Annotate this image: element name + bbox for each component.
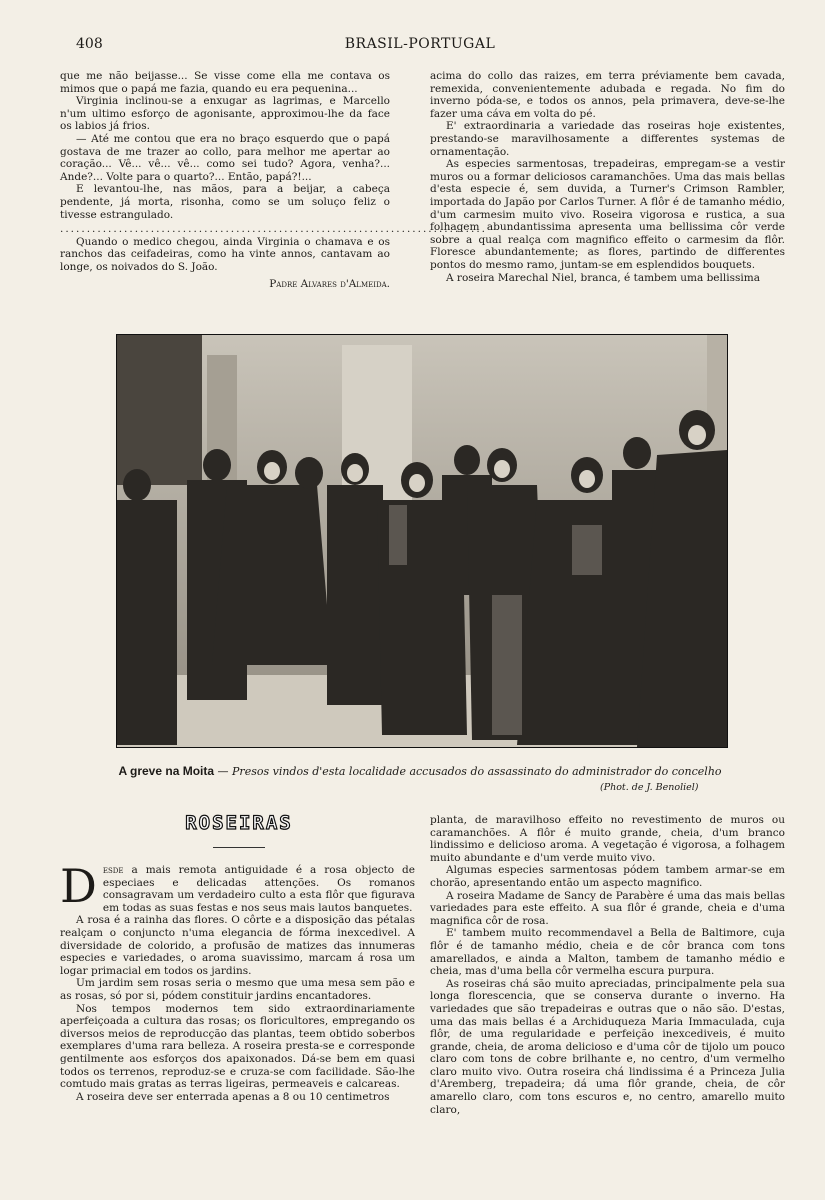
roses-article-column xyxy=(60,859,415,1103)
paragraph: E levantou-lhe, nas mãos, para a beijar, a cabeça pendente, já morta, risonha, como se um soluço feliz o tivesse estrangulado. xyxy=(60,183,390,221)
photo-caption xyxy=(60,764,780,778)
paragraph: planta, de maravilhoso effeito no revestimento de muros ou caramanchões. A flôr é muito grande, cheia, d'um branco lindissimo e delicioso aroma. A vegetação é vigorosa, a folhagem muito abundante e d'um verde muito vivo. xyxy=(430,814,785,864)
paragraph: As roseiras chá são muito apreciadas, principalmente pela sua longa florescencia, que se conserva durante o inverno. Ha variedades que são trepadeiras e outras que o não são. D'estas, uma das mais bellas é a Archiduqueza Maria Immaculada, cuja flôr, de uma regularidade e perfeição inexcediveis, é muito grande, cheia, de aroma delicioso e d'uma côr de tijolo um pouco claro com tons de cobre brilhante e, no centro, d'um vermelho claro muito vivo. Outra roseira chá lindissima é a Princeza Julia d'Aremberg, trepadeira; dá uma flôr grande, cheia, de côr amarello claro, com tons escuros e, no centro, amarello muito claro, xyxy=(430,977,785,1116)
paragraph-text: a mais remota antiguidade é a rosa objecto de especiaes e delicadas attenções. Os romanos consagravam um verdadeiro culto a esta flôr que figurava em todas as suas festas e nos seus mais lautos banquetes. xyxy=(102,864,415,914)
section-title: ROSEIRAS xyxy=(185,812,293,834)
dotted-separator: ................................................................................ xyxy=(60,223,488,236)
paragraph: A rosa é a rainha das flores. O côrte e a disposição das pétalas realçam o conjuncto n'uma elegancia de fórma inexcedivel. A diversidade de colorido, a profusão de matizes das innumeras especies e variedades, o aroma suavissimo, marcam á rosa um logar primacial em todos os jardins. xyxy=(60,914,415,977)
paragraph xyxy=(60,859,415,914)
roses-continuation-column xyxy=(430,70,785,284)
photo-credit: (Phot. de J. Benoliel) xyxy=(600,782,699,793)
paragraph: E' tambem muito recommendavel a Bella de Baltimore, cuja flôr é de tamanho médio, cheia e de côr branca com tons amarellados, e ainda a Malton, tambem de tamanho médio e cheia, mas d'uma bella côr vermelha escura purpura. xyxy=(430,927,785,978)
page-header xyxy=(60,36,780,56)
paragraph: E' extraordinaria a variedade das roseiras hoje existentes, prestando-se maravilhosamente a differentes systemas de ornamentação. xyxy=(430,120,785,158)
title-rule xyxy=(213,847,265,848)
paragraph: A roseira Madame de Sancy de Parabère é uma das mais bellas variedades para este effeito. A sua flôr é grande, cheia e d'uma magnifica côr de rosa. xyxy=(430,889,785,927)
running-title: BRASIL-PORTUGAL xyxy=(344,36,496,52)
page-number: 408 xyxy=(76,36,103,52)
paragraph: — Até me contou que era no braço esquerdo que o papá gostava de me trazer ao collo, para melhor me apertar ao coração... Vê... vê... vê... como sei tudo? Agora, venha?... Ande?... Volte para o quarto?... Então, papá?!... xyxy=(60,132,390,183)
drop-cap: D xyxy=(60,859,97,913)
first-word: esde xyxy=(102,864,124,876)
caption-title: A greve na Moita xyxy=(118,764,215,778)
paragraph: A roseira deve ser enterrada apenas a 8 ou 10 centimetros xyxy=(76,1090,390,1103)
caption-text: — Presos vindos d'esta localidade accusados do assassinato do administrador do concelho xyxy=(217,765,722,778)
paragraph: Algumas especies sarmentosas pódem tambem armar-se em chorão, apresentando então um aspecto magnifico. xyxy=(430,864,785,889)
author-signature: Padre Alvares d'Almeida. xyxy=(269,277,390,290)
paragraph: Um jardim sem rosas seria o mesmo que uma mesa sem pão e as rosas, só por si, pódem constituir jardins encantadores. xyxy=(60,977,415,1002)
paragraph: Nos tempos modernos tem sido extraordinariamente aperfeiçoada a cultura das rosas; os floricultores, empregando os diversos meios de reproducção das plantas, teem obtido soberbos exemplares d'uma rara belleza. A roseira presta-se e corresponde gentilmente aos esforços dos apaixonados. Dá-se bem em quasi todos os terrenos, reproduz-se e cruza-se com facilidade. São-lhe comtudo mais gratas as terras ligeiras, permeaveis e calcareas. xyxy=(60,1002,415,1091)
paragraph: que me não beijasse... Se visse come ella me contava os mimos que o papá me fazia, quando eu era pequenina... xyxy=(60,70,390,95)
paragraph: acima do collo das raizes, em terra préviamente bem cavada, remexida, convenientemente adubada e regada. No fim do inverno póda-se, e todos os annos, pela primavera, deve-se-lhe fazer uma cáva em volta do pé. xyxy=(430,70,785,120)
paragraph: As especies sarmentosas, trepadeiras, empregam-se a vestir muros ou a formar deliciosos caramanchões. Uma das mais bellas d'esta especie é, sem duvida, a Turner's Crimson Rambler, importada do Japão por Carlos Turner. A flôr é de tamanho médio, d'um carmesim muito vivo. Roseira vigorosa e rustica, a sua folhagem abundantissima apresenta uma bellissima côr verde sobre a qual realça com magnifico effeito o carmesim da flôr. Floresce abundantemente; as flores, partindo de differentes pontos do mesmo ramo, juntam-se em esplendidos bouquets. xyxy=(430,158,785,271)
paragraph: Virginia inclinou-se a enxugar as lagrimas, e Marcello n'um ultimo esforço de agonisante, approximou-lhe da face os labios já frios. xyxy=(60,95,390,133)
group-photograph xyxy=(116,334,728,748)
story-ending-column xyxy=(60,70,488,290)
group-photo-illustration xyxy=(117,335,727,747)
paragraph: Quando o medico chegou, ainda Virginia o chamava e os ranchos das ceifadeiras, como ha vinte annos, cantavam ao longe, os noivados do S. João. xyxy=(60,235,390,273)
roses-article-right-column xyxy=(430,814,785,1116)
paragraph: A roseira Marechal Niel, branca, é tambem uma bellissima xyxy=(446,271,760,284)
